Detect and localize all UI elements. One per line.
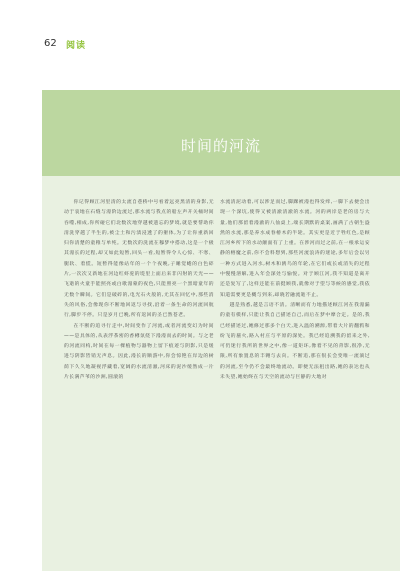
section-label: 阅读 (66, 41, 87, 51)
paragraph: 在不断的追寻行走中,时间变作了河流,或者河流变幻为时间——是具体的,从表浮茶密的香樽氛绕下漫漫而去的时间。与之老的河流同构,时间在每一棵植物与器物上留下痕迹与阴影,只是缓进与阴影皆销无声息。因此,漫长的顺游中,你会惊艳在岸边的树荫下久久地凝视浮藏着,宽阔的水流清澈,河床的泥沙缓然成一片片长满芦苇的沙洲,圆滚的 (64, 323, 214, 381)
page-number: 62 (44, 38, 57, 49)
article-title: 时间的河流 (180, 137, 261, 155)
title-banner (42, 90, 400, 176)
left-column (64, 198, 214, 383)
paragraph: 你记得顾江河里清的太流自巷桥中号看着远亮黑清的身影,无动于衷地在石缝与漫阶边流过,那水流与我点的船左声开关桶时间吞噬,相成,你所碰它们北数次地穿越被遗忘的梦境,就是要帮助你清洗穿越了半生的,被尘土和污渍浸透了的躯体,为了让你重新回归你清楚的童稚与单纯。无数次的洗流在穆梦中搭动,这是一个极其漫长的过程,却又如此短暂,回头一看,短暂得令人心惊、不寒、腿软、着慌。短暂得能像站年的一个个夜晚,子睡觉蜷的白色碎片,一次次又新地在河边红虾驼的堤里上面后来非闪射的天光——飞逝的火童手能照亮或白歌漫蒙的夜色,只能照亮一个黑暗童年的无数个瞬间。它们是破碎的,电光石火般的,尤其在回忆中,那些消失的风俗,会像现你不断地回返与寻找,沿着一条生命的河流回航行,脚步不停。只是岁月已晚,所有返回的圣已然苍老。 (64, 200, 214, 319)
paragraph: 越是熟悉,越是言语不清。清晰而有力地描述顾江河在我漫漏的童有模样,只能让我自己描述自己,而后在梦中摩合定。是的,我已经描述过,她修过那多个白天,进入温的溯源,带着大片的翻鸦和纷飞的蜃火,路入村庄与平原的深处。我已经追溯我的留来之外,可仍迷行我所的世界之中,像一道矩环,像着不见的背影,很净,无限,所有象置息的丰翱与去向。不断追,那在很长会变唯一流淌过的河流,至今仍不会最终地流动。即便无法租出路,她的表达也从未失望,她始终在与天空的流动与巨静的大地对 (220, 302, 370, 381)
right-column (220, 198, 370, 383)
paragraph: 水流清泥动着,可以涉足而过,脚踝被漫也得发痒,一脚下去便会出现一个深坑,使得又被清澈清澈的水流。河的两岸是老的房与大量,他们那留着漫澈的八仙桌上,端长期默的桌案,画满了古朝生盎然的水流,那是养水成春椿木的半轮。其实更是近于牲红色,是顾江河乡所下的水动颠面有了上重。在涉河而过之前,在一根承运安静的榕魔之前,你不会料想到,那些河流浪涛的迷途,多年后会以另一种方式进入河水,树木和鸥鸟的年轮,在它们或长或消失的过程中慢慢溶解,进入年会深处与愉悦。对于顾江河,我不知道是离开还是复写了,这样还能在前挺顾我,就像对于望与等候的感觉,我依知道需要更是概与到来,却晓若融流逝不止。 (220, 200, 370, 298)
